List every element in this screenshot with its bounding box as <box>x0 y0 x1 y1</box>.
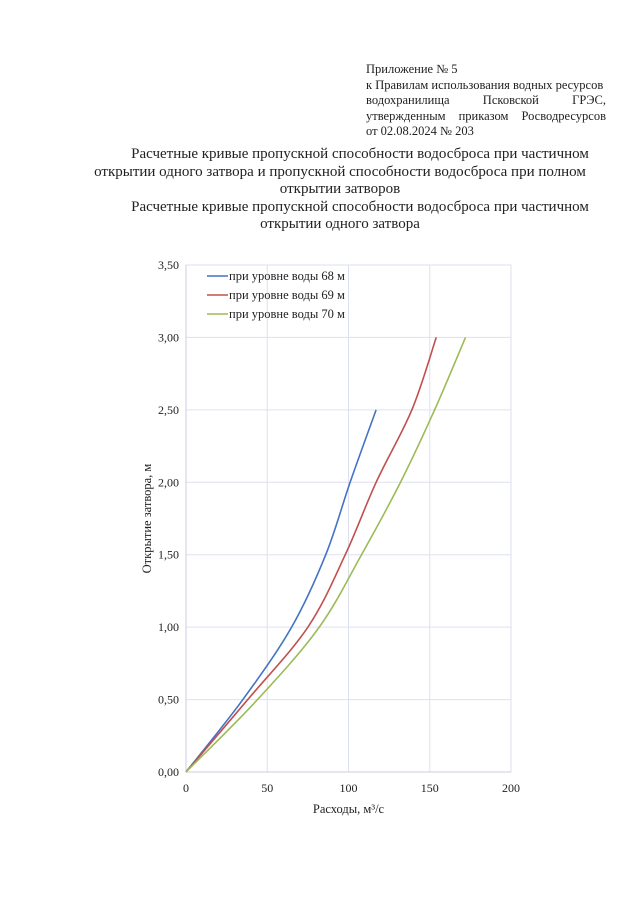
annex-number: Приложение № 5 <box>366 62 458 76</box>
chart-subtitle: Расчетные кривые пропускной способности водосброса при частичном открытии одного затвора <box>131 198 589 232</box>
y-tick-label: 2,50 <box>158 402 179 417</box>
annex-line: к Правилам использования водных ресурсов <box>366 77 604 92</box>
y-tick-label: 1,50 <box>158 547 179 562</box>
y-tick-label: 0,50 <box>158 692 179 707</box>
y-tick-label: 1,00 <box>158 620 179 635</box>
legend-label: при уровне воды 68 м <box>229 269 345 283</box>
y-axis-label: Открытие затвора, м <box>140 463 154 574</box>
x-tick-label: 100 <box>339 781 358 795</box>
legend-label: при уровне воды 69 м <box>229 288 345 302</box>
y-tick-label: 3,00 <box>158 330 179 345</box>
x-tick-label: 200 <box>502 781 520 795</box>
x-axis-label: Расходы, м³/с <box>312 802 385 816</box>
x-tick-label: 0 <box>183 781 189 795</box>
legend-label: при уровне воды 70 м <box>229 307 345 321</box>
annex-date: от 02.08.2024 № 203 <box>366 124 474 138</box>
annex-line: водохранилища Псковской ГРЭС, <box>366 93 606 107</box>
x-tick-label: 50 <box>261 781 274 795</box>
y-tick-label: 2,00 <box>158 475 179 490</box>
x-tick-label: 150 <box>420 781 439 795</box>
annex-line: утвержденным приказом Росводресурсов <box>366 108 606 123</box>
y-tick-label: 0,00 <box>158 765 179 779</box>
main-title: Расчетные кривые пропускной способности водосброса при частичном открытии одного затвора и пропускной способности водосброса при полном открытии затворов <box>94 146 589 197</box>
y-tick-label: 3,50 <box>158 258 179 272</box>
